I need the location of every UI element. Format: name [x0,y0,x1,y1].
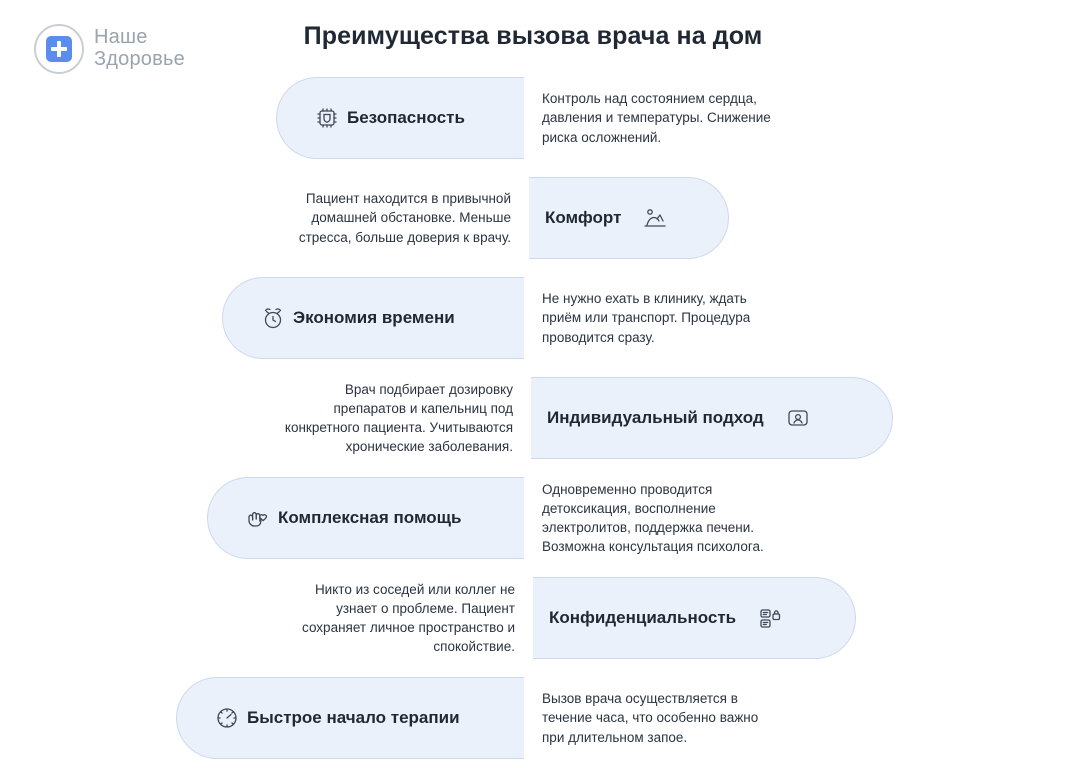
benefit-description-1: Контроль над состоянием сердца, давления и температуры. Снижение риска осложнений. [542,91,771,145]
benefit-description-7: Вызов врача осуществляется в течение часа, что особенно важно при длительном запое. [542,691,759,745]
benefit-label-1: Безопасность [347,108,465,127]
benefit-row-7 [176,677,772,759]
benefit-description-5: Одновременно проводится детоксикация, восполнение электролитов, поддержка печени. Возможна консультация психолога. [542,481,764,555]
brand-name-line1: Наше [94,26,148,49]
benefit-label-4: Индивидуальный подход [547,408,764,427]
benefit-row-6 [285,577,856,659]
benefit-label-6: Конфиденциальность [549,608,737,627]
benefit-row-2 [281,177,729,259]
benefit-label-5: Комплексная помощь [278,508,462,527]
benefit-pill-7[interactable] [176,677,524,759]
benefit-description-6: Никто из соседей или коллег не узнает о проблеме. Пациент сохраняет личное пространство и спокойствие. [302,581,515,655]
alarm-clock-icon [253,298,293,338]
documents-lock-icon [750,598,790,638]
brand-name-line2: Здоровье [94,48,185,70]
benefit-pill-3[interactable] [222,277,524,359]
benefit-description-3: Не нужно ехать в клинику, ждать приём или транспорт. Процедура проводится сразу. [542,291,751,345]
benefit-pill-4[interactable] [531,377,893,459]
benefit-pill-2[interactable] [529,177,729,259]
benefit-pill-1[interactable] [276,77,524,159]
benefit-row-4 [283,377,893,459]
benefit-label-2: Комфорт [545,208,622,227]
benefit-pill-5[interactable] [207,477,524,559]
benefit-description-2: Пациент находится в привычной домашней обстановке. Меньше стресса, больше доверия к врачу. [298,191,511,245]
benefit-row-5 [207,477,772,559]
speedometer-icon [207,698,247,738]
person-relaxing-icon [635,198,675,238]
person-card-icon [778,398,818,438]
hand-heart-icon [238,498,278,538]
benefit-description-4: Врач подбирает дозировку препаратов и капельниц под конкретного пациента. Учитываются хронические заболевания. [284,381,513,455]
benefit-row-1 [276,77,772,159]
benefit-pill-6[interactable] [533,577,856,659]
benefit-label-7: Быстрое начало терапии [247,708,460,727]
shield-chip-icon [307,98,347,138]
benefit-row-3 [222,277,772,359]
page-title: Преимущества вызова врача на дом [303,22,763,50]
benefit-label-3: Экономия времени [293,308,455,327]
